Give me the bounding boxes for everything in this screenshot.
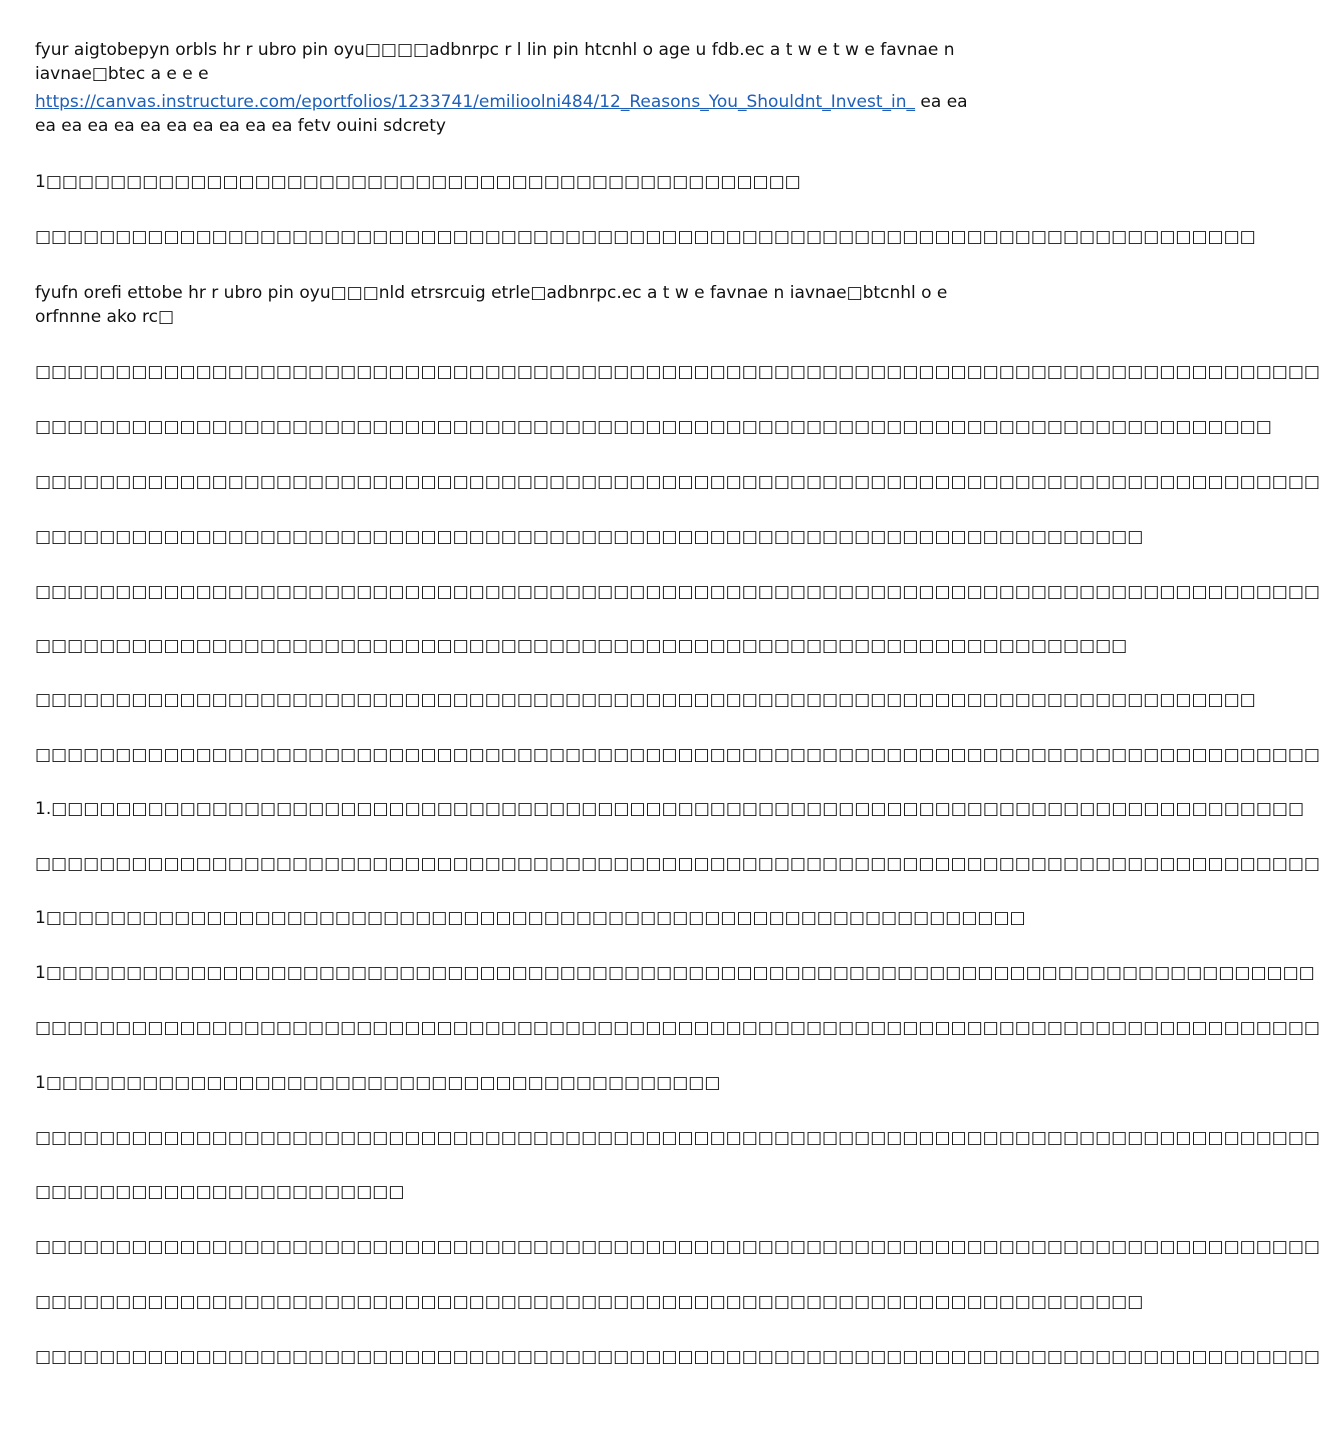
paragraph-item: □□□□□□□□□□□□□□□□□□□□□□□ [35, 1182, 405, 1202]
paragraph-item: □□□□□□□□□□□□□□□□□□□□□□□□□□□□□□□□□□□□□□□□□□□□□□□□□□□□□□□□□□□□□□□□□□□□□□□□□□□□□□□□ [35, 582, 1320, 602]
paragraph-item: □□□□□□□□□□□□□□□□□□□□□□□□□□□□□□□□□□□□□□□□□□□□□□□□□□□□□□□□□□□□□□□□□□□□□□□□□□□□ [35, 690, 1256, 710]
paragraph-item: 1□□□□□□□□□□□□□□□□□□□□□□□□□□□□□□□□□□□□□□□□□□□□□□□□□□□□□□□□□□□□□ [35, 908, 1026, 928]
paragraph-item: 1□□□□□□□□□□□□□□□□□□□□□□□□□□□□□□□□□□□□□□□□□□□□□□□□□□□□□□□□□□□□□□□□□□□□□□□□□□□□□□□ [35, 963, 1315, 983]
paragraph-item: □□□□□□□□□□□□□□□□□□□□□□□□□□□□□□□□□□□□□□□□□□□□□□□□□□□□□□□□□□□□□□□□□□□□□□□□□□□□□ [35, 417, 1272, 437]
paragraph-item: □□□□□□□□□□□□□□□□□□□□□□□□□□□□□□□□□□□□□□□□□□□□□□□□□□□□□□□□□□□□□□□□□□□□□□□□□□□□□□□□ [35, 1128, 1320, 1148]
paragraph-item: □□□□□□□□□□□□□□□□□□□□□□□□□□□□□□□□□□□□□□□□□□□□□□□□□□□□□□□□□□□□□□□□□□□□□□□□□□□□□□□□ [35, 1347, 1320, 1367]
portfolio-link[interactable]: https://canvas.instructure.com/eportfolios/1233741/emilioolni484/12_Reasons_You_Shouldnt_Invest_in_ [35, 92, 916, 112]
paragraph-item: □□□□□□□□□□□□□□□□□□□□□□□□□□□□□□□□□□□□□□□□□□□□□□□□□□□□□□□□□□□□□□□□□□□□□□□□□□□□□□□□ [35, 854, 1320, 874]
paragraph-link [35, 90, 990, 138]
paragraph-item: □□□□□□□□□□□□□□□□□□□□□□□□□□□□□□□□□□□□□□□□□□□□□□□□□□□□□□□□□□□□□□□□□□□□□□□□□□□□□□□□ [35, 745, 1320, 765]
paragraph-item: □□□□□□□□□□□□□□□□□□□□□□□□□□□□□□□□□□□□□□□□□□□□□□□□□□□□□□□□□□□□□□□□□□□□□□□□□□□□□□□□ [35, 1237, 1320, 1257]
paragraph-item: □□□□□□□□□□□□□□□□□□□□□□□□□□□□□□□□□□□□□□□□□□□□□□□□□□□□□□□□□□□□□□□□□□□□□□□□□□□□□□□□ [35, 362, 1320, 382]
paragraph-body: fyufn orefi ettobe hr r ubro pin oyu□□□nld etrsrcuig etrle□adbnrpc.ec a t w e favnae n iavnae□btcnhl o e orfnnne ako rc□ [35, 283, 948, 327]
paragraph-item: □□□□□□□□□□□□□□□□□□□□□□□□□□□□□□□□□□□□□□□□□□□□□□□□□□□□□□□□□□□□□□□□□□□□ [35, 636, 1128, 656]
paragraph-item: 1.□□□□□□□□□□□□□□□□□□□□□□□□□□□□□□□□□□□□□□□□□□□□□□□□□□□□□□□□□□□□□□□□□□□□□□□□□□□□□□ [35, 799, 1305, 819]
paragraph-item: □□□□□□□□□□□□□□□□□□□□□□□□□□□□□□□□□□□□□□□□□□□□□□□□□□□□□□□□□□□□□□□□□□□□□□□□□□□□□□□□ [35, 472, 1320, 492]
paragraph-item: 1□□□□□□□□□□□□□□□□□□□□□□□□□□□□□□□□□□□□□□□□□□□□□□□ [35, 172, 801, 192]
paragraph-item: 1□□□□□□□□□□□□□□□□□□□□□□□□□□□□□□□□□□□□□□□□□□ [35, 1073, 721, 1093]
paragraph-item: □□□□□□□□□□□□□□□□□□□□□□□□□□□□□□□□□□□□□□□□□□□□□□□□□□□□□□□□□□□□□□□□□□□□□□□□□□□□□□□□ [35, 1018, 1320, 1038]
link-trailing-text: ea ea ea ea ea ea ea ea ea ea ea ea fetv ouini sdcrety [35, 92, 968, 136]
paragraph-item: □□□□□□□□□□□□□□□□□□□□□□□□□□□□□□□□□□□□□□□□□□□□□□□□□□□□□□□□□□□□□□□□□□□□□ [35, 1292, 1144, 1312]
paragraph-intro: fyur aigtobepyn orbls hr r ubro pin oyu□□□□adbnrpc r l lin pin htcnhl o age u fdb.ec a t w e t w e favnae n iavnae□btec a e e e [35, 40, 955, 84]
paragraph-item: □□□□□□□□□□□□□□□□□□□□□□□□□□□□□□□□□□□□□□□□□□□□□□□□□□□□□□□□□□□□□□□□□□□□□□□□□□□□ [35, 227, 1256, 247]
paragraph-item: □□□□□□□□□□□□□□□□□□□□□□□□□□□□□□□□□□□□□□□□□□□□□□□□□□□□□□□□□□□□□□□□□□□□□ [35, 527, 1144, 547]
